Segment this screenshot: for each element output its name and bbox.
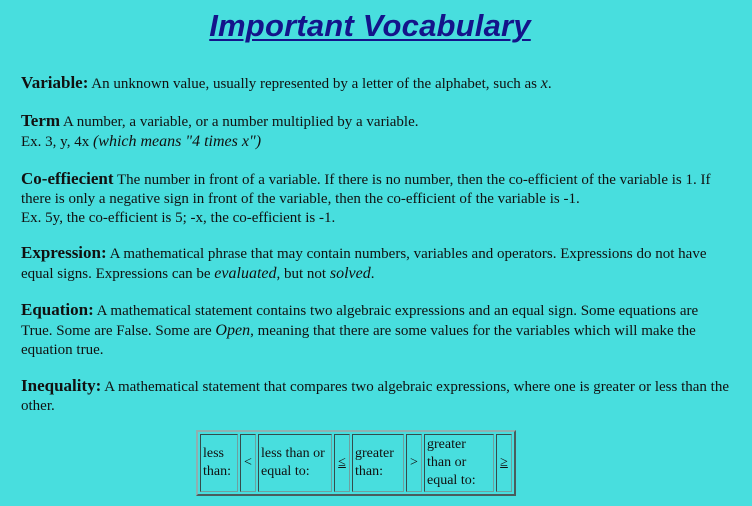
definition-equation-end: , meaning that there are some values for the variables which will make the equation true. <box>21 323 696 358</box>
entry-expression <box>21 243 733 284</box>
term-expression: Expression: <box>21 243 107 262</box>
table-row <box>200 434 512 492</box>
definition-equation: A mathematical statement contains two algebraic expressions and an equal sign. Some equations are True. Some are False. Some are <box>21 303 699 339</box>
word-evaluated: evaluated <box>214 265 277 282</box>
greater-than-symbol: > <box>406 434 422 492</box>
term-coefficient: Co-effiecient <box>21 169 114 188</box>
less-than-symbol: < <box>240 434 256 492</box>
greater-than-label: greater than: <box>352 434 404 492</box>
entry-inequality <box>21 376 733 416</box>
definition-variable: An unknown value, usually represented by a letter of the alphabet, such as <box>88 76 541 92</box>
word-open: Open <box>215 322 251 339</box>
entry-equation <box>21 300 733 360</box>
example-term: Ex. 3, y, 4x <box>21 134 93 150</box>
less-equal-symbol: ≤ <box>334 434 350 492</box>
less-equal-label: less than or equal to: <box>258 434 332 492</box>
variable-example-x: x <box>540 75 548 92</box>
definition-expression-mid: , but not <box>276 266 330 282</box>
term-variable: Variable: <box>21 73 89 92</box>
term-inequality: Inequality: <box>21 376 102 395</box>
example-term-note: (which means "4 times x") <box>92 133 262 150</box>
word-solved: solved <box>329 265 371 282</box>
definition-expression: A mathematical phrase that may contain numbers, variables and operators. Expressions do not have equal signs. Expressions can be <box>21 246 707 282</box>
greater-equal-symbol: ≥ <box>496 434 512 492</box>
inequality-symbols-table <box>196 430 516 496</box>
greater-equal-label: greater than or equal to: <box>424 434 494 492</box>
definition-expression-end: . <box>370 266 375 282</box>
term-equation: Equation: <box>21 300 94 319</box>
definition-term: A number, a variable, or a number multiplied by a variable. <box>60 114 419 130</box>
definition-inequality: A mathematical statement that compares two algebraic expressions, where one is greater or less than the other. <box>21 379 729 414</box>
page-title: Important Vocabulary <box>209 8 531 43</box>
entry-term <box>21 111 733 152</box>
entry-variable <box>21 73 733 94</box>
entry-coefficient <box>21 169 733 228</box>
less-than-label: less than: <box>200 434 238 492</box>
term-term: Term <box>21 111 61 130</box>
definition-coefficient: The number in front of a variable. If there is no number, then the co-efficient of the variable is 1. If there is only a negative sign in front of the variable, then the co-efficient of the variable is -1. <box>21 172 711 207</box>
example-coefficient: Ex. 5y, the co-efficient is 5; -x, the co-efficient is -1. <box>21 210 336 226</box>
definition-variable-end: . <box>547 76 552 92</box>
